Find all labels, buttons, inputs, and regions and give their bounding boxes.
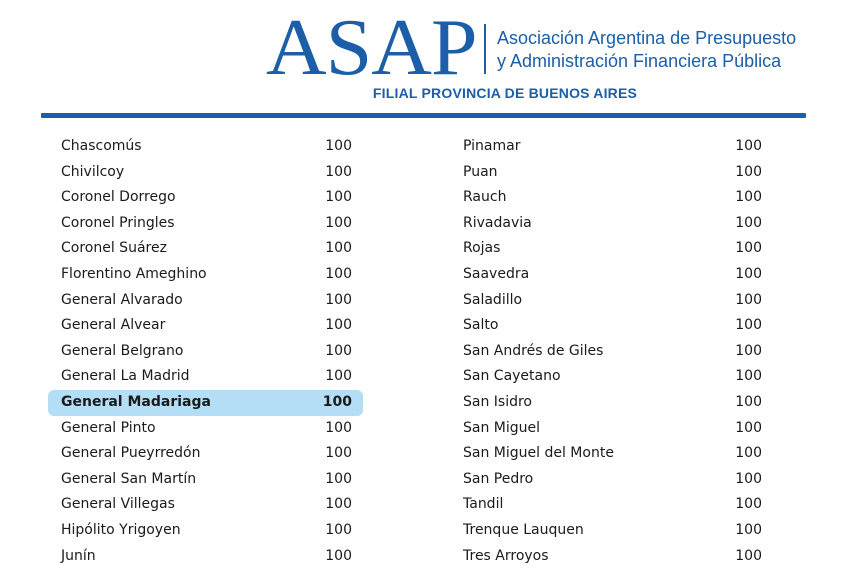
- municipality-value: 100: [325, 496, 352, 513]
- municipality-name: Coronel Suárez: [61, 240, 167, 257]
- municipality-name: General Pueyrredón: [61, 445, 201, 462]
- municipality-value: 100: [735, 163, 762, 180]
- list-item: [48, 441, 363, 467]
- municipality-name: General Villegas: [61, 496, 175, 513]
- municipality-value: 100: [325, 368, 352, 385]
- municipality-name: Chivilcoy: [61, 163, 125, 180]
- list-item: [450, 236, 765, 262]
- logo-divider: [484, 24, 486, 74]
- municipality-value: 100: [325, 521, 352, 538]
- list-item: [450, 416, 765, 442]
- municipality-value: 100: [325, 547, 352, 564]
- list-item: [450, 390, 765, 416]
- municipality-value: 100: [735, 470, 762, 487]
- list-item: [48, 544, 363, 570]
- municipality-value: 100: [325, 189, 352, 206]
- municipality-name: Coronel Dorrego: [61, 189, 176, 206]
- municipality-name: Salto: [463, 317, 499, 334]
- municipality-value: 100: [325, 342, 352, 359]
- municipality-name: Saladillo: [463, 291, 523, 308]
- municipality-name: Rojas: [463, 240, 501, 257]
- municipality-value: 100: [735, 138, 762, 154]
- municipality-name: San Pedro: [463, 470, 534, 487]
- list-item: [48, 364, 363, 390]
- municipality-name: Pinamar: [463, 138, 521, 154]
- list-item: [48, 185, 363, 211]
- municipality-value: 100: [735, 189, 762, 206]
- municipality-name: San Miguel del Monte: [463, 445, 614, 462]
- municipality-name: San Isidro: [463, 393, 533, 410]
- list-item: [48, 313, 363, 339]
- municipality-value: 100: [735, 496, 762, 513]
- org-name-line-2: y Administración Financiera Pública: [497, 51, 782, 71]
- list-item: [450, 288, 765, 314]
- list-item: [450, 134, 765, 160]
- list-item: [450, 492, 765, 518]
- list-item: [48, 134, 363, 160]
- municipality-value: 100: [325, 214, 352, 231]
- municipality-name: Chascomús: [61, 138, 142, 154]
- municipality-name: Coronel Pringles: [61, 214, 175, 231]
- list-item: [48, 416, 363, 442]
- list-item: [48, 262, 363, 288]
- municipality-value: 100: [325, 138, 352, 154]
- municipality-name: General Belgrano: [61, 342, 184, 359]
- municipality-name: Tandil: [463, 496, 504, 513]
- list-item: [450, 441, 765, 467]
- list-item-highlighted: [48, 390, 363, 416]
- list-item: [450, 364, 765, 390]
- right-column-list: [450, 134, 765, 569]
- municipality-name: Saavedra: [463, 265, 530, 282]
- municipality-value: 100: [325, 291, 352, 308]
- municipality-name: General Alvear: [61, 317, 166, 334]
- list-item: [450, 185, 765, 211]
- municipality-value: 100: [735, 419, 762, 436]
- municipality-value: 100: [325, 470, 352, 487]
- municipality-name: San Cayetano: [463, 368, 561, 385]
- municipality-value: 100: [322, 393, 352, 410]
- municipality-value: 100: [325, 317, 352, 334]
- municipality-name: General La Madrid: [61, 368, 190, 385]
- list-item: [48, 288, 363, 314]
- list-item: [450, 262, 765, 288]
- municipality-value: 100: [325, 265, 352, 282]
- municipality-value: 100: [735, 214, 762, 231]
- page-subtitle: FILIAL PROVINCIA DE BUENOS AIRES: [372, 85, 638, 101]
- list-item: [48, 467, 363, 493]
- list-item: [48, 211, 363, 237]
- municipality-value: 100: [735, 445, 762, 462]
- list-item: [450, 467, 765, 493]
- list-item: [450, 211, 765, 237]
- header: [0, 0, 850, 120]
- municipality-value: 100: [325, 163, 352, 180]
- municipality-name: Rauch: [463, 189, 507, 206]
- municipality-name: General San Martín: [61, 470, 197, 487]
- list-item: [450, 313, 765, 339]
- municipality-name: Trenque Lauquen: [463, 521, 584, 538]
- municipality-name: General Madariaga: [61, 393, 211, 410]
- municipality-value: 100: [735, 291, 762, 308]
- municipality-value: 100: [735, 342, 762, 359]
- municipality-value: 100: [735, 240, 762, 257]
- municipality-name: Junín: [61, 547, 96, 564]
- header-rule: [41, 113, 806, 118]
- municipality-name: General Pinto: [61, 419, 156, 436]
- municipality-value: 100: [325, 240, 352, 257]
- municipality-value: 100: [735, 317, 762, 334]
- list-item: [450, 544, 765, 570]
- municipality-name: General Alvarado: [61, 291, 183, 308]
- list-item: [48, 518, 363, 544]
- municipality-value: 100: [325, 419, 352, 436]
- municipality-name: San Andrés de Giles: [463, 342, 604, 359]
- left-column-list: [48, 134, 363, 569]
- list-item: [450, 339, 765, 365]
- municipality-value: 100: [325, 445, 352, 462]
- list-item: [48, 492, 363, 518]
- municipality-name: Puan: [463, 163, 498, 180]
- list-item: [48, 236, 363, 262]
- municipality-name: Hipólito Yrigoyen: [61, 521, 181, 538]
- municipality-value: 100: [735, 393, 762, 410]
- list-item: [450, 518, 765, 544]
- municipality-name: Tres Arroyos: [463, 547, 549, 564]
- municipality-name: Rivadavia: [463, 214, 532, 231]
- list-item: [48, 339, 363, 365]
- list-item: [48, 160, 363, 186]
- municipality-name: Florentino Ameghino: [61, 265, 207, 282]
- asap-logo: ASAP: [266, 4, 477, 92]
- list-item: [450, 160, 765, 186]
- municipality-value: 100: [735, 368, 762, 385]
- municipality-value: 100: [735, 265, 762, 282]
- municipality-value: 100: [735, 521, 762, 538]
- municipality-name: San Miguel: [463, 419, 541, 436]
- municipality-value: 100: [735, 547, 762, 564]
- org-name-line-1: Asociación Argentina de Presupuesto: [497, 28, 797, 48]
